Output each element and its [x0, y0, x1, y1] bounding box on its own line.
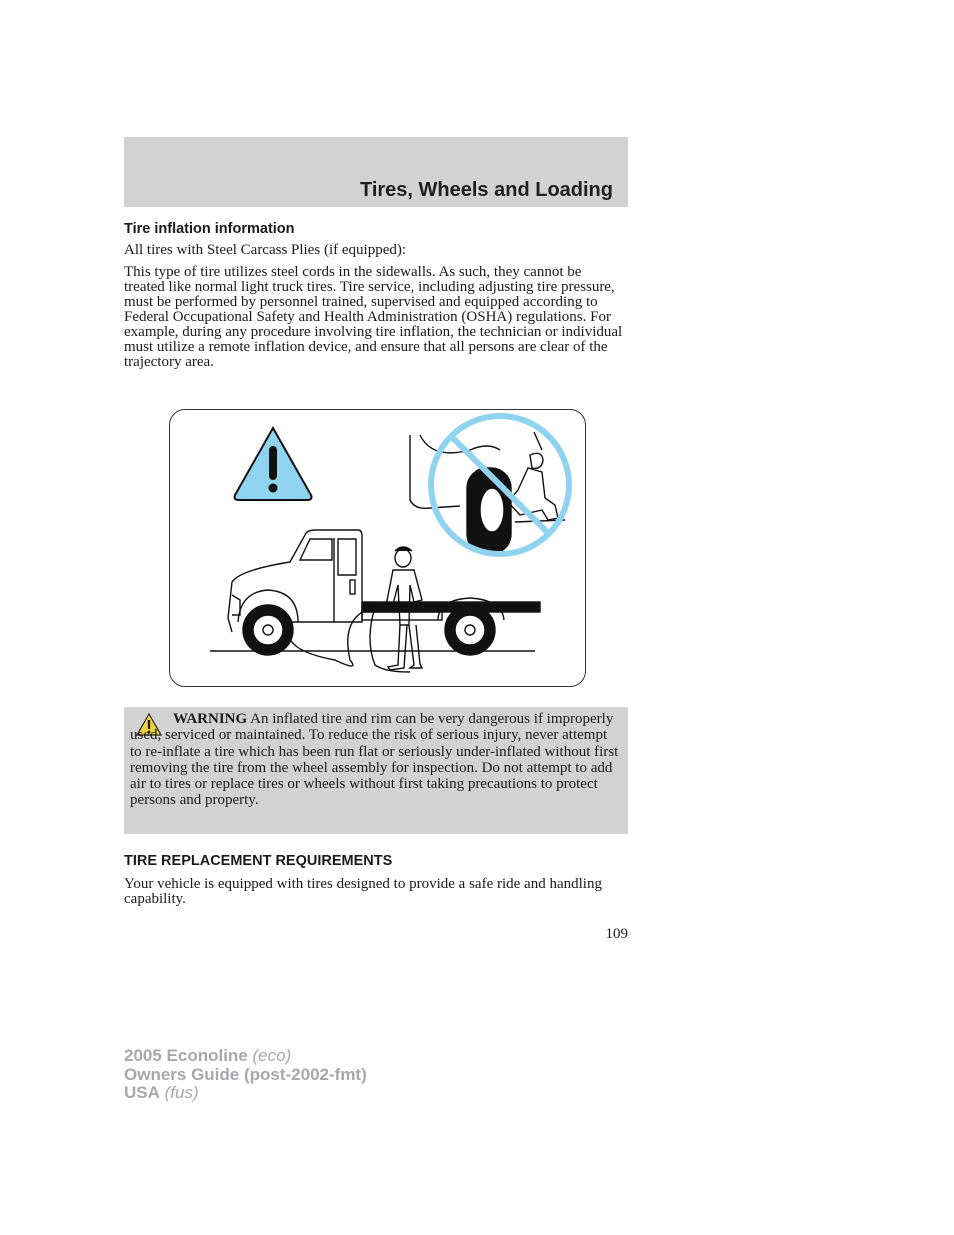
page-title: Tires, Wheels and Loading: [359, 179, 613, 201]
footer-market: USA: [124, 1083, 160, 1102]
intro-paragraph: All tires with Steel Carcass Plies (if equipped):: [124, 242, 407, 258]
header-band: [124, 137, 628, 207]
steel-ply-paragraph: This type of tire utilizes steel cords in the sidewalls. As such, they cannot be treated like normal light truck tires. Tire service, including adjusting tire pressure, must be performed by personnel trained, supervised and equipped according to Federal Occupational Safety and Health Administration (OSHA) regulations. For example, during any procedure involving tire inflation, the technician or individual must utilize a remote inflation device, and ensure that all persons are clear of the trajectory area.: [124, 264, 623, 370]
warning-triangle-icon: [235, 428, 312, 500]
page-number: 109: [605, 926, 628, 942]
footer-model: 2005 Econoline: [124, 1046, 248, 1065]
footer-market-code: (fus): [164, 1083, 199, 1102]
warning-label: WARNING: [173, 711, 248, 727]
section-heading: TIRE REPLACEMENT REQUIREMENTS: [124, 853, 393, 869]
tire-inflation-illustration: [169, 409, 586, 687]
section-subheading: Tire inflation information: [124, 221, 295, 237]
warning-body: An inflated tire and rim can be very dangerous if improperly used, serviced or maintained. To reduce the risk of serious injury, never attempt to re-inflate a tire which has been run flat or seriously under-inflated without first removing the tire from the wheel assembly for inspection. Do not attempt to add air to tires or replace tires or wheels without first taking precautions to protect persons and property.: [130, 711, 619, 809]
replacement-paragraph: Your vehicle is equipped with tires designed to provide a safe ride and handling capability.: [124, 876, 602, 907]
document-footer: [124, 1047, 367, 1103]
warning-text: [130, 711, 622, 809]
footer-model-code: (eco): [252, 1046, 292, 1065]
footer-guide: Owners Guide (post-2002-fmt): [124, 1064, 367, 1084]
warning-box: [124, 707, 628, 834]
